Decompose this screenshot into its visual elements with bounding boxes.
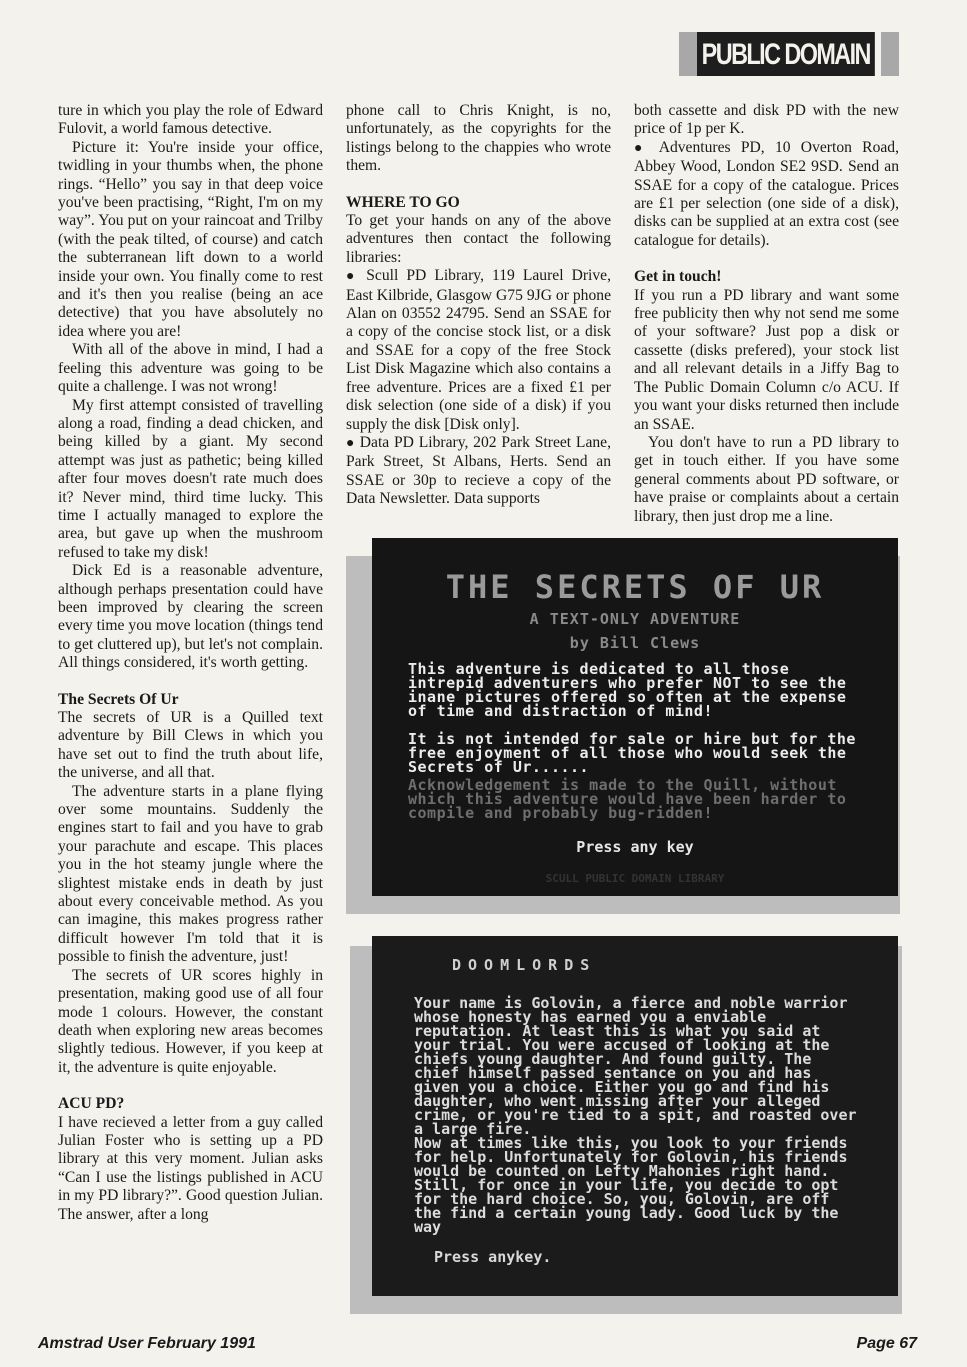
paragraph: My first attempt consisted of travelling along a road, finding a dead chicken, and being killed by a giant. My second attempt was just as pathetic; being killed after four moves doesn't rate much does it? Never mind, third time lucky. This time I actually managed to explore the area, but gave up when the mushroom refused to take my disk! (58, 396, 323, 561)
heading-acu-pd: ACU PD? (58, 1095, 125, 1113)
screen-text: Your name is Golovin, a fierce and noble warrior whose honesty has earned you a enviable reputation. At least this is what you said at your trial. You were accused of looking at the chiefs young daughter. And found guilty. The chief himself passed sentance on you and has given you a choice. Either you go and find his daughter, who went missing after your alleged crime, or you're tied to a spit, and roasted over a large fire. (414, 994, 857, 1138)
section-tag-bar-left (679, 32, 697, 76)
paragraph: The secrets of UR is a Quilled text adventure by Bill Clews in which you have set out to find the truth about life, the universe, and all that. (58, 709, 323, 782)
column-2 (346, 102, 611, 509)
footer-issue: Amstrad User February 1991 (38, 1335, 256, 1352)
paragraph: Dick Ed is a reasonable adventure, although perhaps presentation could have been improved by clearing the screen every time you move location (things tend to get cluttered up), but let's not complain. All things considered, it's worth getting. (58, 562, 323, 672)
doomlords-screenshot (372, 936, 898, 1296)
section-tag (679, 32, 899, 76)
screen-prompt: Press any key (576, 838, 694, 856)
paragraph: The secrets of UR scores highly in presentation, making good use of all four mode 1 colours. However, the constant death when exploring new areas becomes slightly tedious. However, if you keep at it, the adventure is quite enjoyable. (58, 966, 323, 1076)
paragraph: phone call to Chris Knight, is no, unfortunately, as the copyrights for the listings belong to the chappies who wrote them. (346, 102, 611, 175)
heading-where-to-go: WHERE TO GO (346, 193, 460, 211)
paragraph: Picture it: You're inside your office, twidling in your thumbs when, the phone rings. “Hello” you say in that deep voice you've been practising, “Right, I'm on my way”. You put on your raincoat and Trilby (with the peak tilted, of course) and catch the subterranean lift down to a world inside your own. You finally come to rest and it's then you realise (being an ace detective) that you have absolutely no idea where you are! (58, 138, 323, 340)
section-tag-label: PUBLIC DOMAIN (697, 32, 875, 76)
screen-byline: by Bill Clews (569, 634, 701, 652)
paragraph: I have recieved a letter from a guy called Julian Foster who is setting up a PD library at this very moment. Julian asks “Can I use the listings published in ACU in my PD library?”. Good question Julian. The answer, after a long (58, 1113, 323, 1223)
screen-prompt: Press anykey. (434, 1248, 552, 1266)
library-entry: ● Data PD Library, 202 Park Street Lane, Park Street, St Albans, Herts. Send an SSAE or 30p to recieve a copy of the Data Newsletter. Data supports (346, 434, 611, 509)
screen-text: This adventure is dedicated to all those intrepid adventurers who prefer NOT to see the inane pictures offered so often at the expense of time and distraction of mind! (408, 660, 847, 720)
library-entry: ● Scull PD Library, 119 Laurel Drive, East Kilbride, Glasgow G75 9JG or phone Alan on 03552 24795. Send an SSAE for a copy of the concise stock list, or a disk and SSAE for a copy of the free Stock List Disk Magazine which also contains a free adventure. Prices are a fixed £1 per disk selection (one side of a disk) if you supply the disk [Disk only]. (346, 267, 611, 434)
paragraph: If you run a PD library and want some free publicity then why not send me some of your software? Just pop a disk or cassette (disks prefered), your stock list and all relevant details in a Jiffy Bag to The Public Domain Column c/o ACU. If you want your disks returned then include an SSAE. (634, 286, 899, 433)
screen-text: It is not intended for sale or hire but for the free enjoyment of all those who would seek the Secrets of Ur...... (408, 730, 856, 776)
paragraph: ture in which you play the role of Edward Fulovit, a world famous detective. (58, 102, 323, 138)
paragraph: both cassette and disk PD with the new price of 1p per K. (634, 102, 899, 138)
footer-page-number: Page 67 (856, 1335, 917, 1352)
section-tag-bar-right (881, 32, 899, 76)
paragraph: The adventure starts in a plane flying over some mountains. Suddenly the engines start to fail and you have to grab your parachute and escape. This places you in the hot steamy jungle where the slightest mistake ends in death by just about every conceivable method. As you can imagine, this makes progress rather difficult however I'm told that it is possible to finish the adventure, just! (58, 782, 323, 966)
paragraph: With all of the above in mind, I had a feeling this adventure was going to be quite a challenge. I was not wrong! (58, 341, 323, 396)
screen-text: Now at times like this, you look to your friends for help. Unfortunately for Golovin, his friends would be counted on Lefty Mahonies right hand. Still, for once in your life, you decide to opt for the hard choice. So, you, Golovin, are off the find a certain young lady. Good luck by the way (414, 1134, 848, 1236)
screen-text: Acknowledgement is made to the Quill, without which this adventure would have been harder to compile and probably bug-ridden! (408, 776, 847, 822)
heading-secrets-of-ur: The Secrets Of Ur (58, 690, 179, 708)
library-entry: ● Adventures PD, 10 Overton Road, Abbey Wood, London SE2 9SD. Send an SSAE for a copy of the catalogue. Prices are £1 per selection (one side of a disk), disks can be supplied at an extra cost (see catalogue for details). (634, 139, 899, 250)
screen-title: THE SECRETS OF UR (445, 568, 825, 606)
column-1 (58, 102, 323, 1224)
screen-title: DOOMLORDS (452, 956, 597, 974)
heading-get-in-touch: Get in touch! (634, 268, 722, 286)
screen-footer: SCULL PUBLIC DOMAIN LIBRARY (545, 872, 725, 885)
column-3 (634, 102, 899, 526)
secrets-of-ur-screenshot (372, 538, 898, 896)
screen-subtitle: A TEXT-ONLY ADVENTURE (529, 610, 741, 628)
paragraph: You don't have to run a PD library to get in touch either. If you have some general comments about PD software, or have praise or complaints about a certain library, then just drop me a line. (634, 433, 899, 525)
paragraph: To get your hands on any of the above adventures then contact the following libraries: (346, 212, 611, 266)
